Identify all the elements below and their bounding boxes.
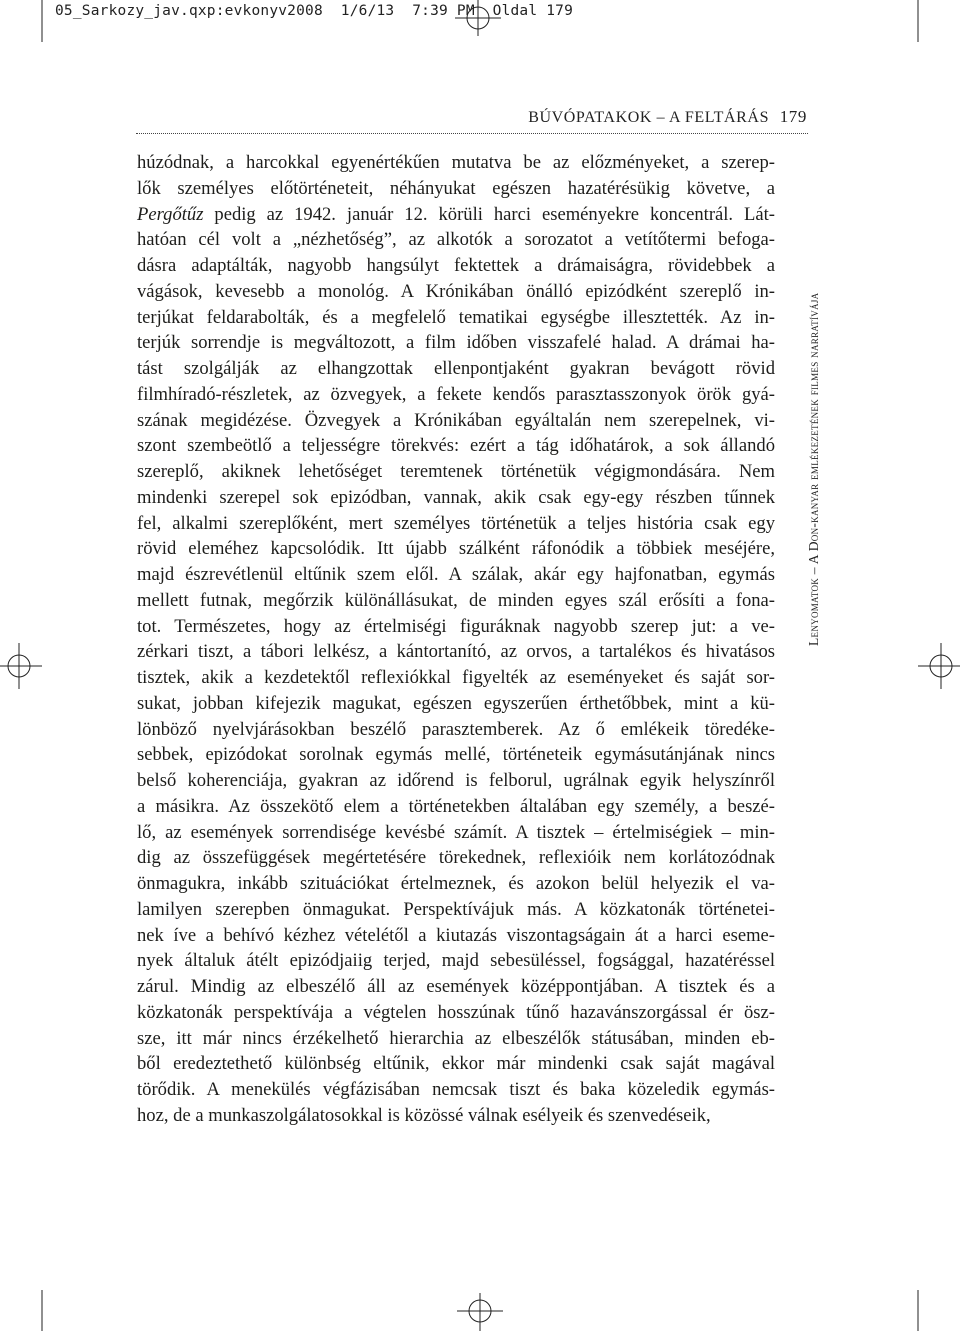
body-line: zérkari tiszt, a tábori lelkész, a kántortanító, az orvos, a tartalékos és hivatásos [137,641,775,663]
body-line: sze, itt már nincs érzékelhető hierarchia az elbeszélők státusában, minden eb- [137,1027,775,1049]
body-line: sukat, jobban kifejezik magukat, egészen egyszerűen érthetőbbek, mint a kü- [137,692,775,714]
body-line: hatóan cél volt a „nézhetőség”, az alkotók a sorozatot a vetítőtermi befoga- [137,229,775,251]
body-line: mellett futnak, megőrzik különállásukat, de minden egyes szál erősíti a fona- [137,589,775,611]
body-line: nek íve a behívó kézhez vételétől a kiutazás viszontagságain át a harci eseme- [137,924,775,946]
body-line: filmhíradó-részletek, az özvegyek, a fekete kendős parasztasszonyok örök gyá- [137,383,775,405]
body-line: zárul. Mindig az elbeszélő áll az események középpontjában. A tisztek és a [137,976,775,997]
body-line: nyek általuk átélt epizódjaiig terjed, majd sebesüléssel, fogsággal, hazatéréssel [137,950,775,972]
side-title: Lenyomatok – A Don-kanyar emlékezetének filmes narratívája [806,292,821,646]
body-line: Pergőtűz pedig az 1942. január 12. körüli harci eseményekre koncentrál. Lát- [137,203,775,225]
body-line: terjúk sorrendje is megváltozott, a film időben visszafelé halad. A drámai ha- [137,332,775,354]
running-head-title: BÚVÓPATAKOK – A FELTÁRÁS [528,109,770,126]
body-line: ből eredeztethető különbség eltűnik, ekkor már mindenki csak saját magával [137,1053,775,1075]
film-title-pergotuz: Pergőtűz [137,203,204,225]
body-line: hoz, de a munkaszolgálatosokkal is közössé válnak esélyeik és szenvedéseik, [137,1104,711,1126]
registration-mark-bottom [457,1293,503,1331]
page-number: 179 [779,107,807,126]
body-line: szereplő, akiknek lehetőséget teremtenek történetük végigmondására. Nem [137,461,775,482]
body-line: dásra adaptálták, nagyobb hangsúlyt fektettek a drámaiságra, rövidebbek a [137,255,775,276]
body-line: lő, az események sorrendisége kevésbé számít. A tisztek – értelmiségiek – min- [137,821,775,843]
body-line: szának megidézése. Özvegyek a Krónikában egyáltalán nem szerepelnek, vi- [137,409,775,431]
crop-mark-bottom-right [916,1290,920,1331]
crop-mark-top-left [40,0,44,42]
crop-mark-bottom-left [40,1290,44,1331]
body-line: dig az összefüggések megértetésére törekednek, reflexióik nem korlátozódnak [137,847,775,869]
registration-mark-left [0,643,42,689]
body-line: lönböző nyelvjárásokban beszélő parasztemberek. Az ő emlékeik töredéke- [137,718,775,740]
body-line: vágások, kevesebb a monológ. A Krónikában önálló epizódként szereplő in- [137,280,775,302]
body-line: majd észrevétlenül eltűnik szem elől. A szálak, akár egy hajfonatban, egymás [137,564,775,585]
body-line: törődik. A menekülés végfázisában nemcsak tiszt és baka közeledik egymás- [137,1079,775,1100]
body-line: belső koherenciája, gyakran az időrend is felborul, ugrálnak egyik helyszínről [137,770,775,791]
crop-mark-top-right [916,0,920,42]
registration-mark-top [455,0,501,36]
slug-date: 1/6/13 [340,3,395,19]
slug-file: 05_Sarkozy_jav.qxp:evkonyv2008 [55,3,323,19]
body-line: sebbek, epizódokat sorolnak egymás mellé, történeteik egymásutánjának nincs [137,744,775,766]
body-line: tást szolgálják az elhangzottak ellenpontjaként gyakran bevágott rövid [137,358,775,379]
body-line: lők személyes előtörténeteit, néhányukat egészen hazatérésükig követve, a [137,177,775,199]
body-line: fel, alkalmi szereplőként, mert személyes történetük a teljes história csak egy [137,512,775,534]
slug-page-label: Oldal 179 [492,3,574,19]
body-line: rövid eleméhez kapcsolódik. Itt újabb szálként ráfonódik a többiek meséjére, [137,538,775,560]
body-line: szont szembeötlő a teljességre törekvés: ezért a tág időhatárok, a sok állandó [137,435,775,457]
body-line: terjúkat feldarabolták, és a megfelelő tematikai egységbe illesztették. Az in- [137,306,775,328]
body-line: mindenki szerepel sok epizódban, vannak, akik csak egy-egy részben tűnnek [137,486,775,508]
body-line: közkatonák perspektívája a végtelen hosszúnak tűnő hazavánszorgással ér ösz- [137,1001,775,1023]
slug-time: 7:39 PM [412,3,475,19]
header-dotted-rule [136,133,808,134]
body-line: a másikra. Az összekötő elem a történetekben általában egy személy, a beszé- [137,795,775,817]
body-line: tot. Természetes, hogy az értelmiségi figuráknak nagyobb szerep jut: a ve- [137,615,775,637]
body-line: húzódnak, a harcokkal egyenértékűen mutatva be az előzményeket, a szerep- [137,152,775,173]
body-line: önmagukra, inkább szituációkat értelmeznek, és azokon belül helyezik el va- [137,873,775,894]
body-text [137,150,775,1129]
running-head [528,107,807,127]
registration-mark-right [918,643,960,689]
body-line: tisztek, akik a kezdetektől reflexiókkal figyelték az eseményeket és saját sor- [137,667,775,688]
body-line: lamilyen szerepben önmagukat. Perspektívájuk más. A közkatonák történetei- [137,898,775,920]
